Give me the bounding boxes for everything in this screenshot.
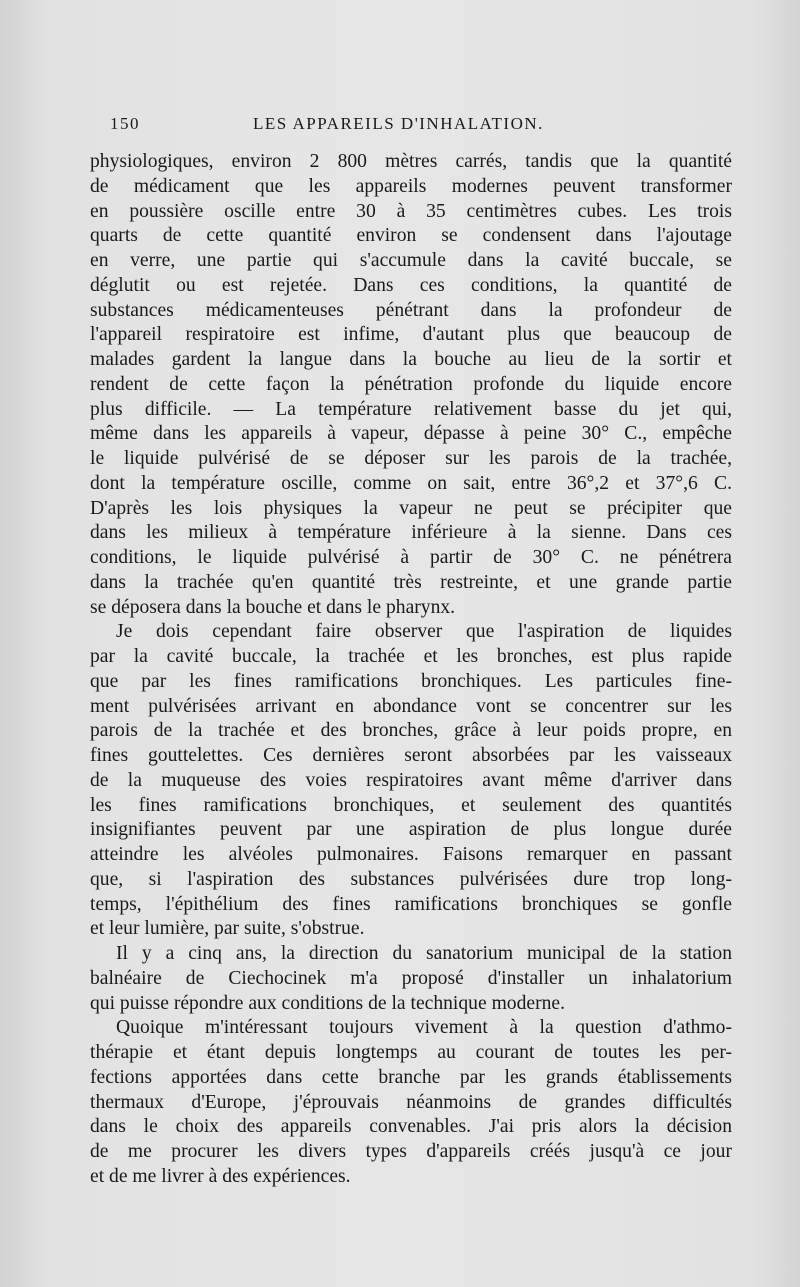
text-line: de la muqueuse des voies respiratoires avant même d'arriver dans: [90, 769, 732, 791]
text-line: balnéaire de Ciechocinek m'a proposé d'installer un inhalatorium: [90, 967, 732, 989]
text-line: se déposera dans la bouche et dans le pharynx.: [90, 596, 456, 618]
text-line: déglutit ou est rejetée. Dans ces conditions, la quantité de: [90, 274, 732, 296]
text-line: que par les fines ramifications bronchiques. Les particules fine-: [90, 670, 732, 692]
text-line: dans le choix des appareils convenables. J'ai pris alors la décision: [90, 1116, 732, 1138]
text-line: et de me livrer à des expériences.: [90, 1165, 351, 1187]
page-number: 150: [110, 114, 140, 133]
text-line: quarts de cette quantité environ se condensent dans l'ajoutage: [90, 225, 732, 247]
text-line: ment pulvérisées arrivant en abondance vont se concentrer sur les: [90, 695, 732, 717]
text-line: les fines ramifications bronchiques, et seulement des quantités: [90, 794, 732, 816]
text-line: même dans les appareils à vapeur, dépasse à peine 30° C., empêche: [90, 423, 732, 445]
text-line: Je dois cependant faire observer que l'aspiration de liquides: [116, 621, 732, 643]
text-line: malades gardent la langue dans la bouche au lieu de la sortir et: [90, 349, 732, 370]
text-line: l'appareil respiratoire est infime, d'autant plus que beaucoup de: [90, 324, 732, 346]
text-line: parois de la trachée et des bronches, grâce à leur poids propre, en: [90, 720, 732, 742]
text-line: dans la trachée qu'en quantité très restreinte, et une grande partie: [90, 571, 732, 593]
text-line: par la cavité buccale, la trachée et les bronches, est plus rapide: [90, 646, 732, 667]
text-line: en poussière oscille entre 30 à 35 centimètres cubes. Les trois: [90, 200, 732, 222]
text-line: de médicament que les appareils modernes peuvent transformer: [90, 175, 732, 197]
text-line: dans les milieux à température inférieure à la sienne. Dans ces: [90, 522, 732, 544]
text-line: et leur lumière, par suite, s'obstrue.: [90, 918, 365, 940]
text-line: substances médicamenteuses pénétrant dans la profondeur de: [90, 299, 732, 321]
text-line: rendent de cette façon la pénétration profonde du liquide encore: [90, 373, 732, 395]
text-line: en verre, une partie qui s'accumule dans la cavité buccale, se: [90, 250, 732, 271]
text-line: insignifiantes peuvent par une aspiration de plus longue durée: [90, 819, 732, 841]
text-line: que, si l'aspiration des substances pulvérisées dure trop long-: [90, 868, 732, 890]
text-line: qui puisse répondre aux conditions de la technique moderne.: [90, 992, 566, 1014]
text-line: fines gouttelettes. Ces dernières seront absorbées par les vaisseaux: [90, 745, 732, 766]
text-line: thérapie et étant depuis longtemps au courant de toutes les per-: [90, 1042, 732, 1063]
running-title: LES APPAREILS D'INHALATION.: [253, 114, 544, 133]
text-line: de me procurer les divers types d'appareils créés jusqu'à ce jour: [90, 1141, 732, 1162]
text-line: Quoique m'intéressant toujours vivement à la question d'athmo-: [116, 1017, 732, 1039]
text-line: thermaux d'Europe, j'éprouvais néanmoins de grandes difficultés: [90, 1091, 732, 1113]
text-line: temps, l'épithélium des fines ramifications bronchiques se gonfle: [90, 893, 732, 915]
body-text: [90, 150, 732, 1190]
text-line: fections apportées dans cette branche par les grands établissements: [90, 1066, 732, 1088]
text-line: conditions, le liquide pulvérisé à partir de 30° C. ne pénétrera: [90, 547, 732, 568]
text-line: plus difficile. — La température relativement basse du jet qui,: [90, 398, 732, 420]
text-line: le liquide pulvérisé de se déposer sur les parois de la trachée,: [90, 448, 732, 469]
text-line: dont la température oscille, comme on sait, entre 36°,2 et 37°,6 C.: [90, 472, 732, 494]
text-line: D'après les lois physiques la vapeur ne peut se précipiter que: [90, 497, 732, 519]
text-line: Il y a cinq ans, la direction du sanatorium municipal de la station: [116, 943, 732, 964]
text-line: physiologiques, environ 2 800 mètres carrés, tandis que la quantité: [90, 151, 732, 172]
text-line: atteindre les alvéoles pulmonaires. Faisons remarquer en passant: [90, 844, 732, 865]
